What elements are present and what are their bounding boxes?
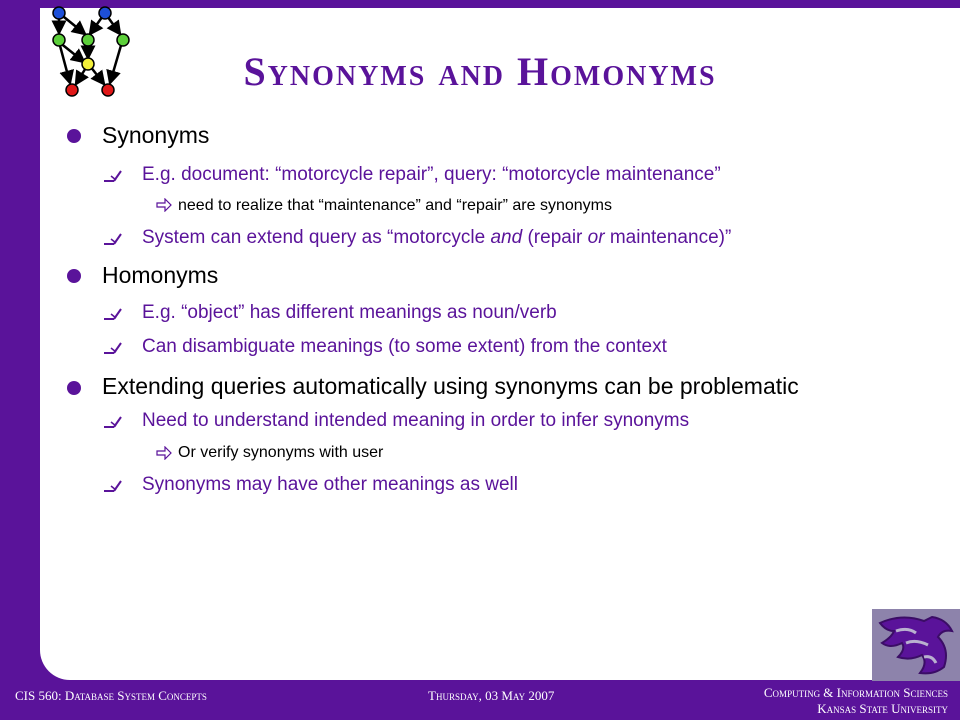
wildcat-logo-icon [872, 609, 960, 681]
bullet-system-extend [142, 227, 731, 249]
bullet-extending-queries: Extending queries automatically using synonyms can be problematic [102, 373, 799, 399]
pen-bullet-icon [102, 305, 124, 323]
bullet-verify-user: Or verify synonyms with user [178, 444, 384, 461]
arrow-bullet-icon [156, 198, 172, 212]
bullet-other-meanings: Synonyms may have other meanings as well [142, 474, 518, 495]
kstate-logo [872, 609, 960, 681]
footer-dept: Computing & Information Sciences [763, 685, 948, 700]
bullet-need-understand: Need to understand intended meaning in order to infer synonyms [142, 410, 690, 431]
footer-university: Kansas State University [817, 701, 948, 716]
bullet-need-realize: need to realize that “maintenance” and “repair” are synonyms [178, 197, 612, 214]
extend-em-and: and [490, 227, 523, 248]
extend-post: maintenance)” [604, 227, 732, 248]
bullet-eg-document-text: E.g. document: “motorcycle repair”, query: “motorcycle maintenance” [142, 164, 721, 185]
bullet-homonyms: Homonyms [102, 262, 219, 288]
extend-pre: System can extend query as “motorcycle [142, 227, 491, 248]
level1-bullet [67, 381, 81, 395]
pen-bullet-icon [102, 413, 124, 431]
level1-bullet [67, 269, 81, 283]
pen-bullet-icon [102, 167, 124, 185]
level1-bullet [67, 129, 81, 143]
pen-bullet-icon [102, 477, 124, 495]
extend-mid: (repair [522, 227, 588, 248]
footer-course: CIS 560: Database System Concepts [15, 688, 207, 703]
pen-bullet-icon [102, 339, 124, 357]
extend-em-or: or [587, 227, 605, 248]
bullet-disambiguate: Can disambiguate meanings (to some extent) from the context [142, 336, 667, 357]
top-frame [0, 0, 960, 8]
arrow-bullet-icon [156, 446, 172, 460]
bullet-synonyms: Synonyms [102, 122, 210, 148]
bullet-eg-object: E.g. “object” has different meanings as noun/verb [142, 302, 557, 323]
slide-title: Synonyms and Homonyms [243, 49, 717, 94]
footer-date: Thursday, 03 May 2007 [428, 688, 555, 703]
pen-bullet-icon [102, 230, 124, 248]
